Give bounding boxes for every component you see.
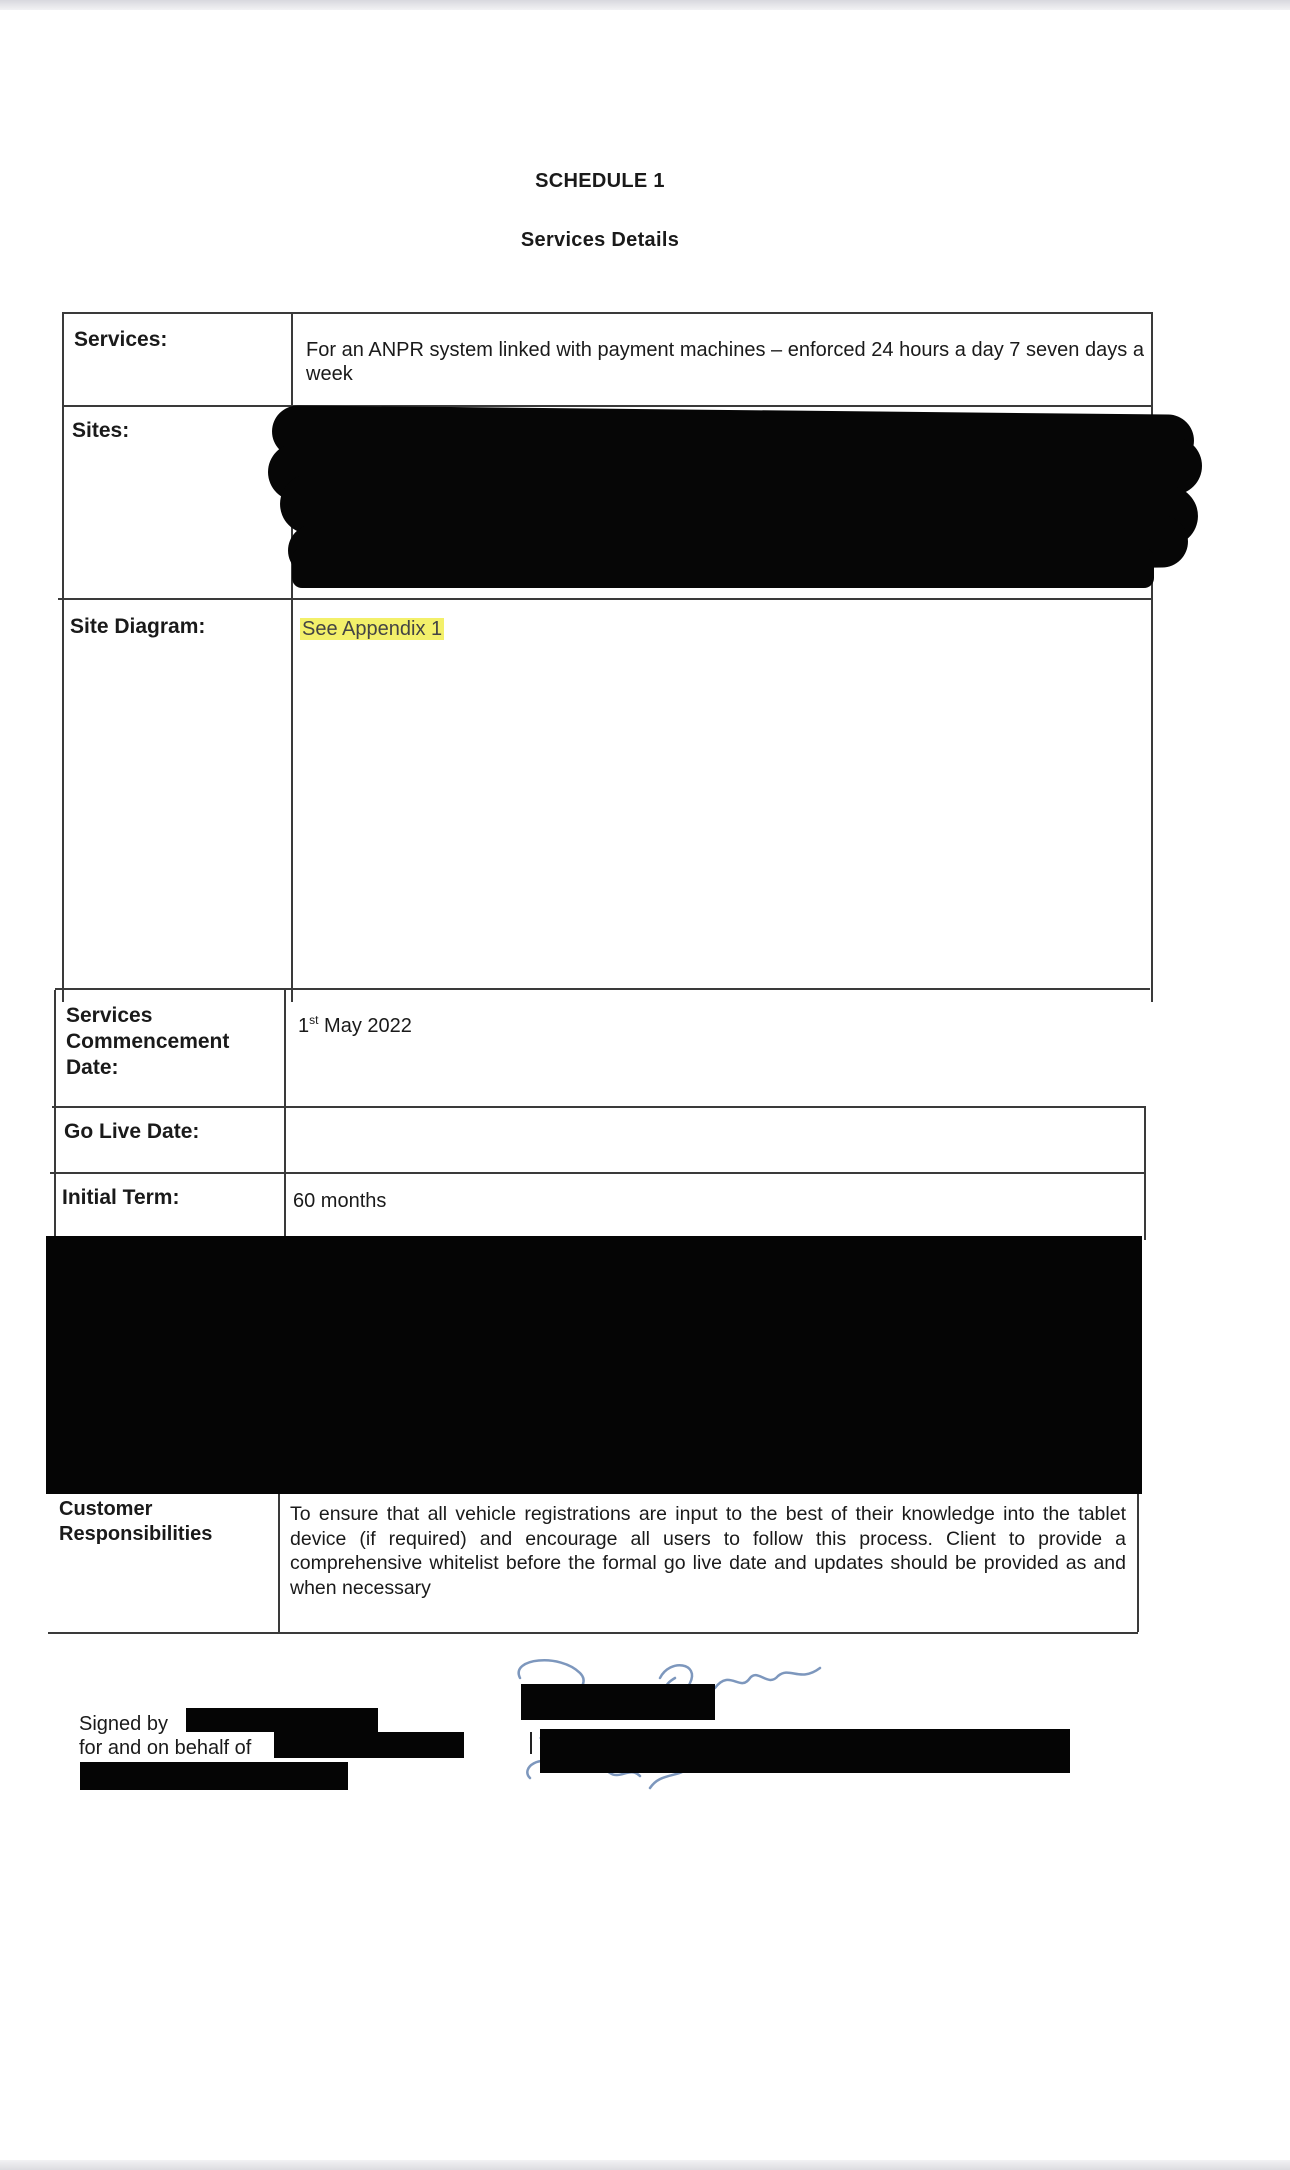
customer-resp-label: Customer Responsibilities	[59, 1498, 213, 1545]
initial-term-value: 60 months	[293, 1190, 387, 1212]
viewer-top-bar	[0, 0, 1290, 10]
signed-by-text: Signed by	[79, 1713, 168, 1735]
site-diagram-value: See Appendix 1	[302, 618, 443, 640]
customer-resp-value: To ensure that all vehicle registrations are input to the best of their knowledge into the tablet device (if required) and encourage all users to follow this process. Client to provide a comprehensive whitelist before the formal go live date and updates should be provided as and when necessary	[290, 1503, 1126, 1599]
redacted-rows-block	[46, 1236, 1142, 1494]
site-diagram-link[interactable]	[300, 617, 444, 641]
go-live-label: Go Live Date:	[64, 1120, 200, 1143]
services-value: For an ANPR system linked with payment machines – enforced 24 hours a day 7 seven days a week	[306, 339, 1144, 385]
signatory-title-redaction	[540, 1729, 1070, 1773]
handwritten-signature	[500, 1648, 860, 1808]
initial-term-label: Initial Term:	[62, 1186, 180, 1209]
schedule-subtitle: Services Details	[520, 229, 680, 251]
viewer-bottom-bar	[0, 2160, 1290, 2170]
organisation-redaction	[80, 1762, 348, 1790]
signatory-title-initial-mark	[530, 1732, 532, 1754]
commencement-value: 1st May 2022	[298, 1013, 412, 1037]
schedule-title: SCHEDULE 1	[535, 170, 665, 192]
on-behalf-text: for and on behalf of	[79, 1737, 252, 1759]
signatory-name-redaction	[521, 1684, 715, 1720]
site-diagram-label: Site Diagram:	[70, 615, 206, 638]
services-label: Services:	[74, 328, 168, 351]
commencement-label: Services Commencement Date:	[66, 1004, 230, 1079]
on-behalf-redaction	[274, 1732, 464, 1758]
sites-label: Sites:	[72, 419, 130, 442]
signed-by-redaction	[186, 1708, 378, 1732]
